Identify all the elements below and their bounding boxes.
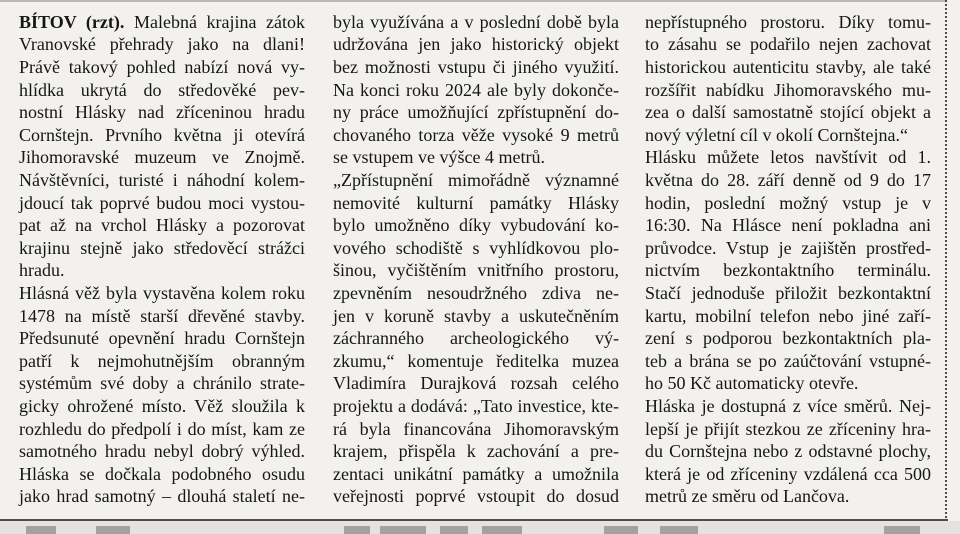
text-line: hlídka ukrytá do středověké pev- (19, 79, 305, 100)
text-line: krajem, přispěla k zachování a pre- (333, 441, 619, 462)
text-line: jdoucí tak poprvé budou moci vystou- (19, 192, 305, 213)
text-line: Návštěvníci, turisté i náhodní kolem- (19, 169, 305, 190)
top-rule (0, 0, 946, 2)
text-line: zentaci unikátní památky a umožnila (333, 463, 619, 484)
text-line: průvodce. Vstup je zajištěn prostřed- (645, 237, 931, 258)
text-line: gicky ohrožené místo. Věž sloužila k (19, 396, 305, 417)
article-column-2 (333, 11, 619, 508)
text-line: rá byla financována Jihomoravským (333, 418, 619, 439)
text-line: jen v koruně stavby a uskutečněním (333, 305, 619, 326)
text-line: Předsunuté opevnění hradu Cornštejn (19, 328, 305, 349)
text-line: Na konci roku 2024 ale byly dokonče- (333, 79, 619, 100)
article-column-1 (19, 11, 305, 508)
text-line: nepřístupného prostoru. Díky tomu- (645, 11, 931, 32)
text-line: Hlásná věž byla vystavěna kolem roku (19, 283, 305, 303)
text-line: nemovité kulturní památky Hlásky (333, 192, 619, 213)
text-line: května do 28. září denně od 9 do 17 (645, 169, 931, 190)
text-line: lepší je přijít stezkou ze zříceniny hra- (645, 418, 931, 439)
text-line: kartu, mobilní telefon nebo jiné zaří- (645, 305, 931, 326)
text-line: historickou autenticitu stavby, ale také (645, 56, 931, 77)
text-line: Cornštejn. Prvního května ji otevírá (19, 124, 305, 145)
dateline: BÍTOV (rzt). (19, 11, 125, 32)
text-line: zení s podporou bezkontaktních pla- (645, 328, 931, 349)
text-line: jako hrad samotný – dlouhá staletí ne- (19, 486, 305, 507)
text-line: Hláska se dočkala podobného osudu (19, 463, 305, 484)
text-line: Hláska je dostupná z více směrů. Nej- (645, 396, 931, 417)
text-line: bez možnosti vstupu či jiného využití. (333, 56, 619, 77)
headline-fragment (96, 526, 130, 534)
text-line: chovaného torza věže vysoké 9 metrů (333, 124, 619, 145)
text-line: vového schodiště s vyhlídkovou plo- (333, 237, 619, 258)
text-line: zkumu,“ komentuje ředitelka muzea (333, 350, 619, 371)
text-line: projektu a dodává: „Tato investice, kte- (333, 396, 619, 417)
headline-fragment (884, 526, 920, 534)
headline-fragment (380, 526, 426, 534)
headline-fragment (482, 526, 522, 534)
text-line: bylo umožněno díky vybudování ko- (333, 215, 619, 236)
text-line: záchranného archeologického vý- (333, 328, 619, 349)
headline-fragment (344, 526, 370, 534)
text-line: nictvím bezkontaktního terminálu. (645, 260, 931, 281)
text-line: „Zpřístupnění mimořádně významné (333, 169, 619, 190)
text-line: veřejnosti poprvé vstoupit do dosud (333, 486, 619, 507)
text-line-content: Malebná krajina zátok (133, 11, 305, 32)
text-line: Vladimíra Durajková rozsah celého (333, 373, 619, 394)
text-line: šinou, vyčištěním vnitřního prostoru, (333, 260, 619, 281)
text-line: systémům své doby a chránilo strate- (19, 373, 305, 394)
text-line: patří k nejmohutnějším obranným (19, 350, 305, 371)
text-line: Stačí jednoduše přiložit bezkontaktní (645, 283, 931, 303)
text-line: 16:30. Na Hlásce není pokladna ani (645, 215, 931, 236)
text-line: metrů ze směru od Lančova. (645, 486, 850, 507)
dotted-column-divider (945, 0, 947, 518)
text-line: zea o další samostatně stojící objekt a (645, 102, 931, 123)
headline-fragment (660, 526, 698, 534)
text-line: krajinu stejně jako středověcí strážci (19, 237, 305, 258)
text-line: nostní Hlásky nad zříceninou hradu (19, 102, 305, 123)
headline-fragment (604, 526, 638, 534)
text-line: hodin, poslední možný vstup je v (645, 192, 931, 213)
text-line: du Cornštejna nebo z odstavné plochy, (645, 441, 931, 462)
text-line: zpevněním nesoudržného zdiva ne- (333, 283, 619, 303)
text-line: ny práce umožňující zpřístupnění do- (333, 102, 619, 123)
article-column-3 (645, 11, 931, 508)
text-line: ho 50 Kč automaticky otevře. (645, 373, 859, 394)
headline-fragment (440, 526, 468, 534)
text-line: byla využívána a v poslední době byla (333, 11, 619, 32)
cutoff-headline-strip (0, 521, 960, 534)
text-line: rozhledu do předpolí i do míst, kam ze (19, 418, 305, 439)
text-line: Jihomoravské muzeum ve Znojmě. (19, 147, 305, 168)
text-line: která je od zříceniny vzdálená cca 500 (645, 463, 931, 484)
text-line: pat až na vrchol Hlásky a pozorovat (19, 215, 305, 236)
text-line: Vranovské přehrady jako na dlani! (19, 34, 305, 55)
text-line: rozšířit nabídku Jihomoravského mu- (645, 79, 931, 100)
text-line: hradu. (19, 260, 65, 281)
text-line: Právě takový pohled nabízí nová vy- (19, 56, 305, 77)
text-line: udržována jen jako historický objekt (333, 34, 619, 55)
headline-fragment (26, 526, 56, 534)
text-line (19, 11, 305, 34)
text-line: 1478 na místě starší dřevěné stavby. (19, 305, 305, 326)
text-line: Hlásku můžete letos navštívit od 1. (645, 147, 931, 168)
text-line: samotného hradu nebyl dobrý výhled. (19, 441, 305, 462)
text-line: to zásahu se podařilo nejen zachovat (645, 34, 931, 55)
text-line: teb a brána se po zaúčtování vstupné- (645, 350, 931, 371)
text-line: se vstupem ve výšce 4 metrů. (333, 147, 545, 168)
text-line: nový výletní cíl v okolí Cornštejna.“ (645, 124, 908, 145)
